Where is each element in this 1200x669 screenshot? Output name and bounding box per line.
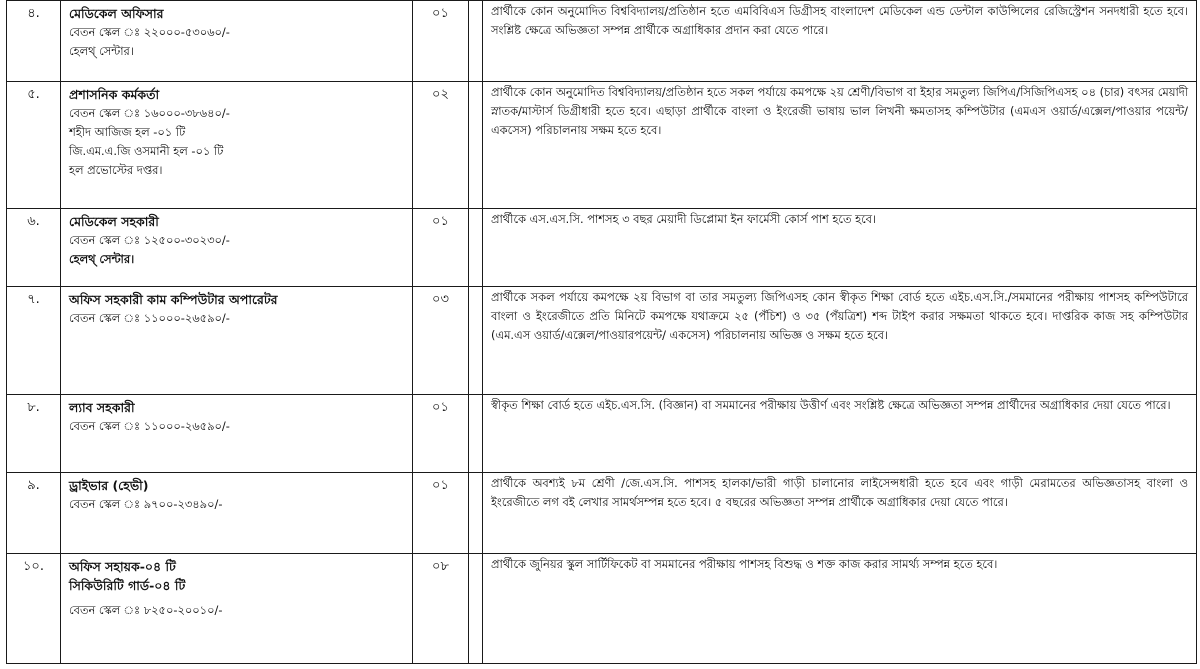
serial-number: ৪. — [7, 1, 61, 82]
serial-number: ৮. — [7, 395, 61, 473]
post-location: হল প্রভোস্টের দপ্তর। — [69, 163, 163, 177]
qualification-text: প্রার্থীকে অবশ্যই ৮ম শ্রেণী /জে.এস.সি. পাশসহ হালকা/ভারী গাড়ী চালানোর লাইসেন্সধারী হতে হবে এবং গাড়ী মেরামতের অভিজ্ঞতাসহ বাংলা ও ইংরেজীতে লগ বই লেখার সামর্থসম্পন্ন হতে হবে। ৫ বছরের অভিজ্ঞতা সম্পন্ন প্রার্থীকে অগ্রাধিকার দেয়া যেতে পারে। — [483, 473, 1197, 554]
spacer-cell — [469, 554, 483, 664]
table-row — [7, 82, 1197, 209]
spacer-cell — [469, 287, 483, 395]
post-title: ড্রাইভার (হেভী) — [69, 478, 149, 493]
post-title: মেডিকেল অফিসার — [69, 6, 164, 21]
qualification-text: প্রার্থীকে কোন অনুমোদিত বিশ্ববিদ্যালয়/প্রতিষ্ঠান হতে এমবিবিএস ডিগ্রীসহ বাংলাদেশ মেডিকেল এন্ড ডেন্টাল কাউন্সিলের রেজিস্ট্রেশন সনদধারী হতে হবে। সংশ্লিষ্ট ক্ষেত্রে অভিজ্ঞতা সম্পন্ন প্রার্থীকে অগ্রাধিকার প্রদান করা যেতে পারে। — [483, 1, 1197, 82]
pay-scale: বেতন স্কেল ঃ ৮২৫০-২০০১০/- — [69, 603, 223, 617]
post-cell — [61, 287, 413, 395]
post-count: ০১ — [413, 473, 469, 554]
serial-number: ৭. — [7, 287, 61, 395]
spacer-cell — [469, 395, 483, 473]
pay-scale: বেতন স্কেল ঃ ১২৫০০-৩০২৩০/- — [69, 233, 230, 247]
post-cell — [61, 554, 413, 664]
job-vacancy-table — [6, 0, 1197, 664]
table-row — [7, 554, 1197, 664]
post-title: মেডিকেল সহকারী — [69, 214, 159, 229]
post-count: ০১ — [413, 1, 469, 82]
post-cell — [61, 209, 413, 287]
table-row — [7, 1, 1197, 82]
qualification-text: প্রার্থীকে এস.এস.সি. পাশসহ ৩ বছর মেয়াদী ডিপ্লোমা ইন ফার্মেসী কোর্স পাশ হতে হবে। — [483, 209, 1197, 287]
post-location: হেলথ্‌ সেন্টার। — [69, 252, 135, 266]
post-title: অফিস সহকারী কাম কম্পিউটার অপারেটর — [69, 292, 278, 307]
table-row — [7, 473, 1197, 554]
pay-scale: বেতন স্কেল ঃ ২২০০০-৫৩০৬০/- — [69, 25, 230, 39]
serial-number: ৬. — [7, 209, 61, 287]
pay-scale: বেতন স্কেল ঃ ১১০০০-২৬৫৯০/- — [69, 419, 230, 433]
post-cell — [61, 1, 413, 82]
post-title: অফিস সহায়ক-০৪ টি — [69, 559, 176, 574]
post-allocation: শহীদ আজিজ হল -০১ টি — [69, 125, 186, 139]
qualification-text: প্রার্থীকে জুনিয়র স্কুল সার্টিফিকেট বা সমমানের পরীক্ষায় পাশসহ বিশুদ্ধ ও শক্ত কাজ করার সামর্থ্য সম্পন্ন হতে হবে। — [483, 554, 1197, 664]
post-count: ০১ — [413, 209, 469, 287]
pay-scale: বেতন স্কেল ঃ ৯৭০০-২৩৪৯০/- — [69, 497, 223, 511]
table-row — [7, 209, 1197, 287]
post-location: হেলথ্‌ সেন্টার। — [69, 44, 134, 58]
pay-scale: বেতন স্কেল ঃ ১৬০০০-৩৮৬৪০/- — [69, 106, 230, 120]
table-row — [7, 287, 1197, 395]
post-title: ল্যাব সহকারী — [69, 400, 135, 415]
table-row — [7, 395, 1197, 473]
spacer-cell — [469, 473, 483, 554]
post-title-secondary: সিকিউরিটি গার্ড-০৪ টি — [69, 578, 186, 593]
post-title: প্রশাসনিক কর্মকর্তা — [69, 87, 160, 102]
qualification-text: প্রার্থীকে কোন অনুমোদিত বিশ্ববিদ্যালয়/প্রতিষ্ঠান হতে সকল পর্যায়ে কমপক্ষে ২য় শ্রেণী/বিভাগ বা ইহার সমতুল্য জিপিএ/সিজিপিএসহ ০৪ (চার) বৎসর মেয়াদী স্নাতক/মাস্টার্স ডিগ্রীধারী হতে হবে। এছাড়া প্রার্থীকে বাংলা ও ইংরেজী ভাষায় ভাল লিখনী ক্ষমতাসহ কম্পিউটার (এমএস ওয়ার্ড/এক্সেল/পাওয়ার পয়েন্ট/একসেস) পরিচালনায় সক্ষম হতে হবে। — [483, 82, 1197, 209]
post-count: ০১ — [413, 395, 469, 473]
spacer-cell — [469, 1, 483, 82]
post-cell — [61, 395, 413, 473]
post-count: ০২ — [413, 82, 469, 209]
post-cell — [61, 473, 413, 554]
qualification-text: প্রার্থীকে সকল পর্যায়ে কমপক্ষে ২য় বিভাগ বা তার সমতুল্য জিপিএসহ কোন স্বীকৃত শিক্ষা বোর্ড হতে এইচ.এস.সি./সমমানের পরীক্ষায় পাশসহ কম্পিউটারে বাংলা ও ইংরেজীতে প্রতি মিনিটে কমপক্ষে যথাক্রমে ২৫ (পঁচিশ) ও ৩৫ (পঁয়ত্রিশ) শব্দ টাইপ করার সক্ষমতা থাকতে হবে। দাপ্তরিক কাজ সহ কম্পিউটার (এম.এস ওয়ার্ড/এক্সেল/পাওয়ারপয়েন্ট/ একসেস) পরিচালনায় অভিজ্ঞ ও সক্ষম হতে হবে। — [483, 287, 1197, 395]
serial-number: ৯. — [7, 473, 61, 554]
post-allocation: জি.এম.এ.জি ওসমানী হল -০১ টি — [69, 144, 224, 158]
post-count: ০৩ — [413, 287, 469, 395]
post-cell — [61, 82, 413, 209]
serial-number: ১০. — [7, 554, 61, 664]
serial-number: ৫. — [7, 82, 61, 209]
pay-scale: বেতন স্কেল ঃ ১১০০০-২৬৫৯০/- — [69, 311, 230, 325]
qualification-text: স্বীকৃত শিক্ষা বোর্ড হতে এইচ.এস.সি. (বিজ্ঞান) বা সমমানের পরীক্ষায় উত্তীর্ণ এবং সংশ্লিষ্ট ক্ষেত্রে অভিজ্ঞতা সম্পন্ন প্রার্থীদের অগ্রাধিকার দেয়া যেতে পারে। — [483, 395, 1197, 473]
post-count: ০৮ — [413, 554, 469, 664]
spacer-cell — [469, 209, 483, 287]
spacer-cell — [469, 82, 483, 209]
